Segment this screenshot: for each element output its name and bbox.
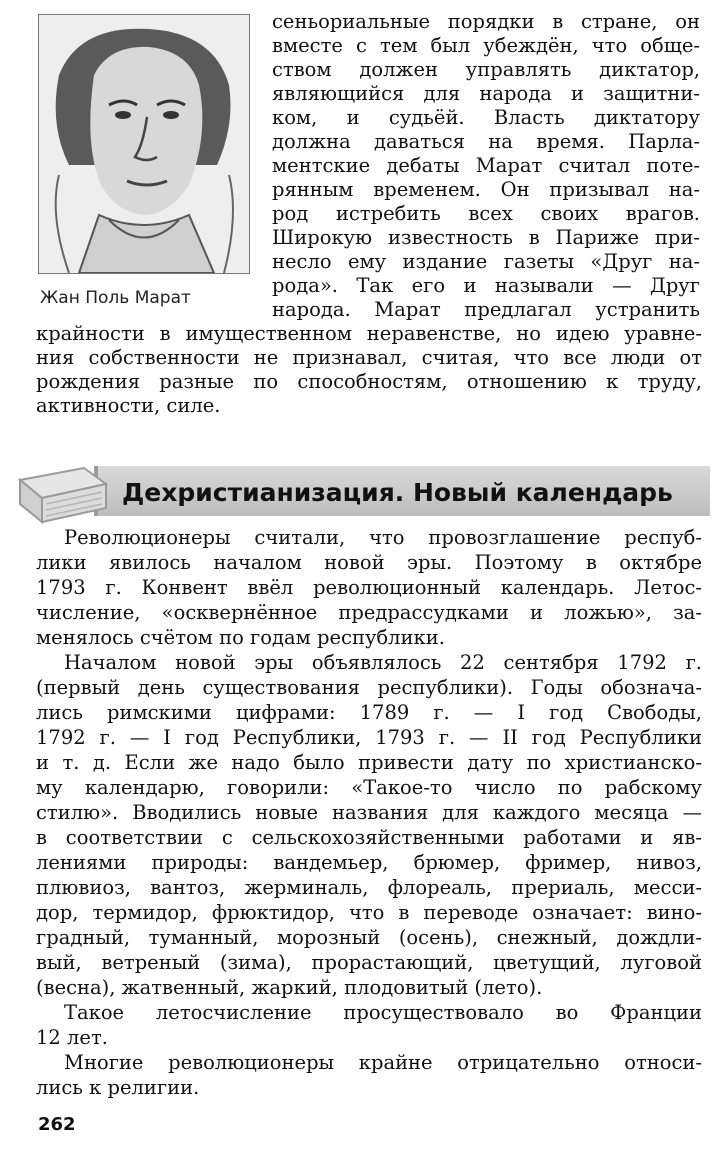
text-line: плювиоз, вантоз, жерминаль, флореаль, прериаль, месси-	[36, 876, 702, 899]
text-line: ментские дебаты Марат считал поте-	[272, 154, 700, 177]
text-line: 12 лет.	[36, 1026, 108, 1049]
text-line: лениями природы: вандемьер, брюмер, фример, нивоз,	[36, 851, 702, 874]
book-icon	[14, 450, 110, 526]
text-line: (весна), жатвенный, жаркий, плодовитый (лето).	[36, 976, 543, 999]
text-line: должна даваться на время. Парла-	[272, 130, 700, 153]
text-line: рождения разные по способностям, отношению к труду,	[36, 370, 702, 393]
text-line: сеньориальные порядки в стране, он	[272, 10, 700, 33]
text-line: ком, и судьёй. Власть диктатору	[272, 106, 700, 129]
text-line: лись римскими цифрами: 1789 г. — I год Свободы,	[36, 701, 702, 724]
text-line: рянным временем. Он призывал на-	[272, 178, 700, 201]
text-line: род истребить всех своих врагов.	[272, 202, 700, 225]
text-line: и т. д. Если же надо было привести дату по христианско-	[36, 751, 702, 774]
text-line: 1793 г. Конвент ввёл революционный календарь. Летос-	[36, 576, 702, 599]
heading-title: Дехристианизация. Новый календарь	[122, 478, 673, 507]
text-line: Революционеры считали, что провозглашение респуб-	[64, 526, 702, 549]
text-line: Началом новой эры объявлялось 22 сентября 1792 г.	[64, 651, 702, 674]
page-number: 262	[38, 1114, 76, 1135]
text-line: рода». Так его и называли — Друг	[272, 274, 700, 297]
text-line: стилю». Вводились новые названия для каждого месяца —	[36, 801, 702, 824]
text-line: менялось счётом по годам республики.	[36, 626, 445, 649]
text-line: вый, ветреный (зима), прорастающий, цветущий, луговой	[36, 951, 702, 974]
text-line: ством должен управлять диктатор,	[272, 58, 700, 81]
text-line: народа. Марат предлагал устранить	[272, 298, 700, 321]
text-line: крайности в имущественном неравенстве, но идею уравне-	[36, 322, 702, 345]
section-heading	[14, 450, 706, 526]
text-line: 1792 г. — I год Республики, 1793 г. — II год Республики	[36, 726, 702, 749]
text-line: Многие революционеры крайне отрицательно относи-	[64, 1051, 702, 1074]
text-line: му календарю, говорили: «Такое-то число по рабскому	[36, 776, 702, 799]
text-line: числение, «осквернённое предрассудками и ложью», за-	[36, 601, 702, 624]
text-line: несло ему издание газеты «Друг на-	[272, 250, 700, 273]
text-line: Такое летосчисление просуществовало во Франции	[64, 1001, 702, 1024]
text-line: градный, туманный, морозный (осень), снежный, дождли-	[36, 926, 702, 949]
portrait-caption: Жан Поль Марат	[40, 288, 191, 308]
text-line: в соответствии с сельскохозяйственными работами и яв-	[36, 826, 702, 849]
text-line: вместе с тем был убеждён, что обще-	[272, 34, 700, 57]
text-line: являющийся для народа и защитни-	[272, 82, 700, 105]
portrait-drawing	[39, 15, 249, 273]
text-line: ния собственности не признавал, считая, что все люди от	[36, 346, 702, 369]
portrait-marat	[38, 14, 250, 274]
text-line: (первый день существования республики). Годы обознача-	[36, 676, 702, 699]
text-line: лики явилось началом новой эры. Поэтому в октябре	[36, 551, 702, 574]
text-line: Широкую известность в Париже при-	[272, 226, 700, 249]
text-line: лись к религии.	[36, 1076, 200, 1099]
text-line: дор, термидор, фрюктидор, что в переводе означает: вино-	[36, 901, 702, 924]
text-line: активности, силе.	[36, 394, 221, 417]
